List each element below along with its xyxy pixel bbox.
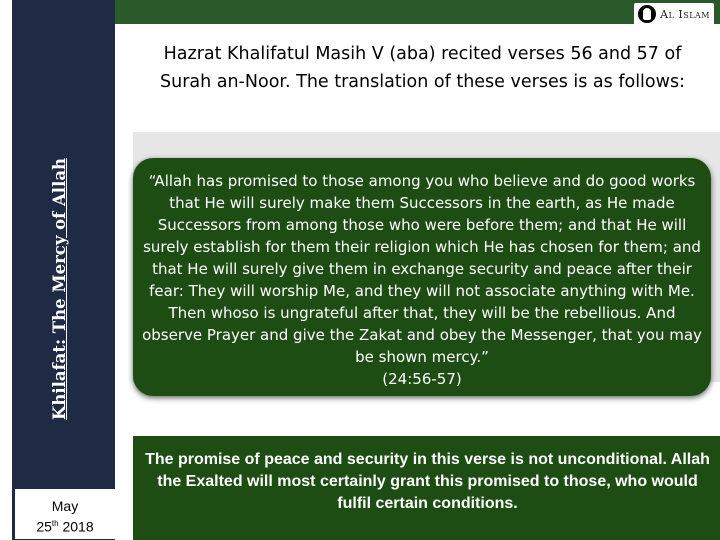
date-day-year (15, 515, 115, 536)
brand-name: Al Islam (660, 7, 710, 21)
al-islam-logo-icon (638, 5, 656, 23)
commentary-text: The promise of peace and security in this verse is not unconditional. Allah the Exalted will most certainly grant this promised to those, who would fulfil certain conditions. (145, 451, 710, 512)
date-month: May (51, 498, 79, 514)
date-day: 25 (36, 518, 52, 535)
top-strip (115, 0, 720, 24)
vertical-title: Khilafat: The Mercy of Allah (50, 157, 69, 420)
quote-text-block (142, 170, 702, 390)
date-day-suffix: th (51, 519, 59, 528)
date-box (14, 488, 116, 540)
quote-text: “Allah has promised to those among you who believe and do good works that He will surely make them Successors in the earth, as He made Successors from among those who were before them; and that He will surely establish for them their religion which He has chosen for them; and that He will surely give them in exchange security and peace after their fear: They will worship Me, and they will not associate anything with Me. Then whoso is ungrateful after that, they will be the rebellious. And observe Prayer and give the Zakat and obey the Messenger, that you may be shown mercy.” (142, 172, 702, 366)
intro-text: Hazrat Khalifatul Masih V (aba) recited verses 56 and 57 of Surah an-Noor. The translation of these verses is as follows: (160, 44, 685, 92)
date-year: 2018 (62, 518, 94, 535)
brand (634, 3, 714, 25)
quote-reference: (24:56-57) (382, 370, 462, 388)
sidebar (0, 0, 116, 540)
